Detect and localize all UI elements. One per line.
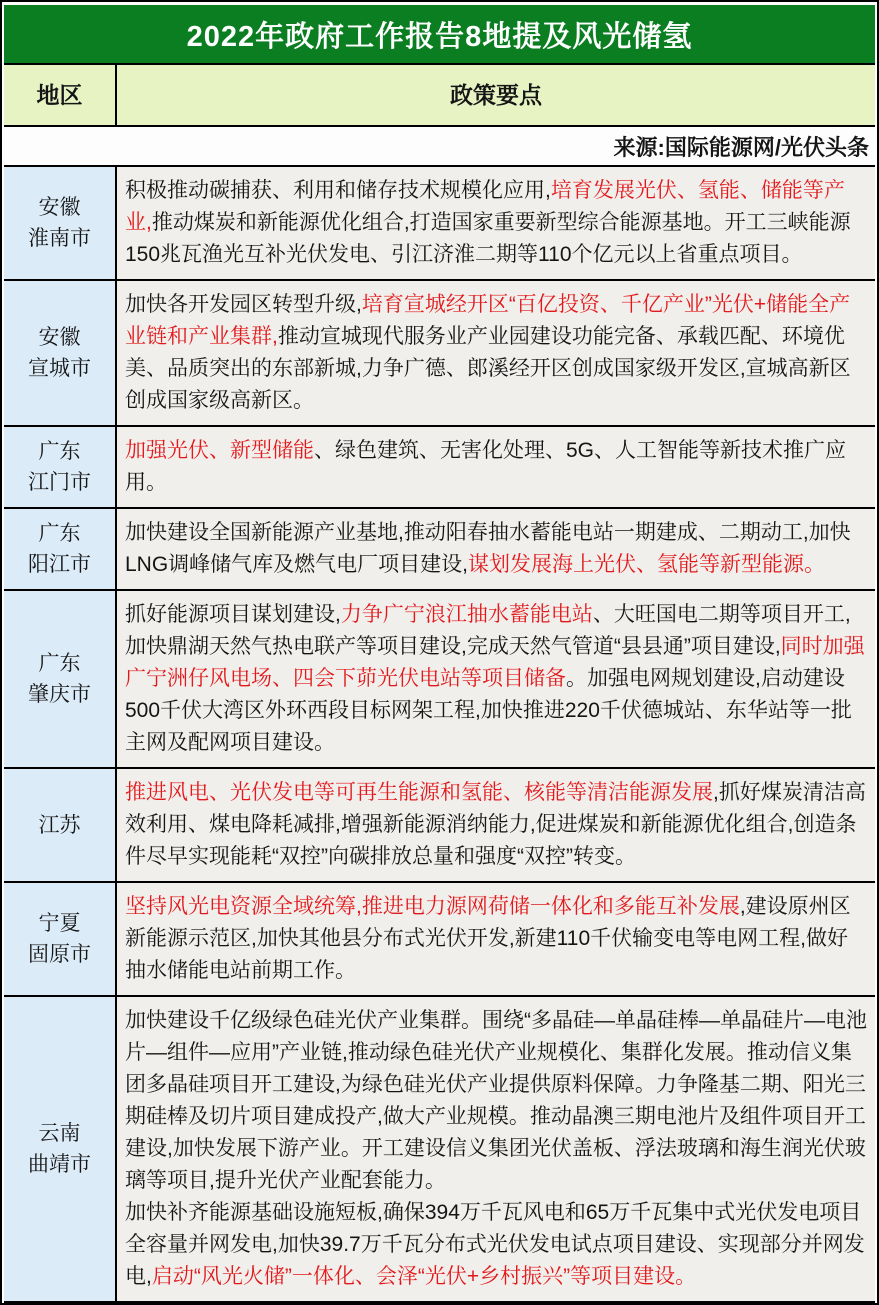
- policy-text: 积极推动碳捕获、利用和储存技术规模化应用,: [125, 179, 551, 202]
- policy-cell: [117, 167, 875, 279]
- policy-text: 加快建设千亿级绿色硅光伏产业集群。围绕“多晶硅—单晶硅棒—单晶硅片—电池片—组件—应用”产业链,推动绿色硅光伏产业规模化、集群化发展。推动信义集团多晶硅项目开工建设,为绿色硅光伏产业提供原料保障。力争隆基二期、阳光三期硅棒及切片项目建成投产,做大产业规模。推动晶澳三期电池片及组件项目开工建设,加快发展下游产业。开工建设信义集团光伏盖板、浮法玻璃和海生润光伏玻璃等项目,提升光伏产业配套能力。: [125, 1009, 867, 1192]
- region-cell: [4, 591, 117, 767]
- policy-paragraph: [125, 1197, 867, 1293]
- table-header-row: [4, 65, 875, 127]
- table-row: [4, 997, 875, 1303]
- report-title: 2022年政府工作报告8地提及风光储氢: [186, 20, 693, 53]
- policy-text: 加快补齐能源基础设施短板,确保394万千瓦风电和65万千瓦集中式光伏发电项目全容量并网发电,加快39.7万千瓦分布式光伏发电试点项目建设、实现部分并网发电,: [125, 1201, 865, 1288]
- region-cell: [4, 509, 117, 589]
- region-name-line: 肇庆市: [28, 683, 91, 706]
- region-cell: [4, 769, 117, 881]
- region-name-line: 宣城市: [28, 357, 91, 380]
- policy-highlight-text: 加强光伏、新型储能: [125, 439, 314, 462]
- policy-cell: [117, 509, 875, 589]
- source-row: [4, 127, 875, 167]
- policy-text: 抓好能源项目谋划建设,: [125, 603, 341, 626]
- policy-text: 加快各开发园区转型升级,: [125, 293, 362, 316]
- column-header-region: 地区: [4, 65, 117, 125]
- region-name-line: 广东: [38, 440, 81, 463]
- region-cell: [4, 281, 117, 425]
- policy-cell: [117, 769, 875, 881]
- policy-highlight-text: 启动“风光火储”一体化、会泽“光伏+乡村振兴”等项目建设。: [151, 1265, 697, 1288]
- table-row: [4, 509, 875, 591]
- policy-cell: [117, 997, 875, 1301]
- policy-text: ,抓好煤炭清洁高效利用、煤电降耗减排,增强新能源消纳能力,促进煤炭和新能源优化组合,创造条件尽早实现能耗“双控”向碳排放总量和强度“双控”转变。: [125, 781, 866, 868]
- region-name-line: 广东: [38, 652, 81, 675]
- policy-highlight-text: 谋划发展海上光伏、氢能等新型能源。: [468, 553, 826, 576]
- policy-paragraph: [125, 435, 867, 499]
- region-cell: [4, 997, 117, 1301]
- policy-highlight-text: 同时加强广宁洲仔风电场、四会下茆光伏电站等项目储备: [125, 635, 865, 690]
- region-name-line: 宁夏: [38, 912, 81, 935]
- table-row: [4, 427, 875, 509]
- source-text: 来源:国际能源网/光伏头条: [613, 134, 869, 160]
- table-row: [4, 883, 875, 997]
- region-name-line: 江门市: [28, 471, 91, 494]
- region-name-line: 广东: [38, 522, 81, 545]
- region-name-line: 云南: [38, 1122, 81, 1145]
- policy-paragraph: [125, 175, 867, 271]
- table-row: [4, 591, 875, 769]
- policy-text: 、绿色建筑、无害化处理、5G、人工智能等新技术推广应用。: [125, 439, 847, 494]
- table-row: [4, 167, 875, 281]
- policy-text: ,建设原州区新能源示范区,加快其他县分布式光伏开发,新建110千伏输变电等电网工程,做好抽水储能电站前期工作。: [125, 895, 851, 982]
- policy-highlight-text: 培育发展光伏、氢能、储能等产业,: [125, 179, 845, 234]
- policy-paragraph: [125, 517, 867, 581]
- policy-paragraph: [125, 891, 867, 987]
- policy-highlight-text: 坚持风光电资源全域统筹,推进电力源网荷储一体化和多能互补发展: [125, 895, 740, 918]
- policy-paragraph: [125, 289, 867, 417]
- policy-paragraph: [125, 777, 867, 873]
- region-cell: [4, 427, 117, 507]
- policy-text: 推动宣城现代服务业产业园建设功能完备、承载匹配、环境优美、品质突出的东部新城,力争广德、郎溪经开区创成国家级开发区,宣城高新区创成国家级高新区。: [125, 325, 851, 412]
- region-name-line: 淮南市: [28, 227, 91, 250]
- policy-paragraph: [125, 1005, 867, 1197]
- region-name-line: 固原市: [28, 943, 91, 966]
- policy-highlight-text: 培育宣城经开区“百亿投资、千亿产业”光伏+储能全产业链和产业集群,: [125, 293, 851, 348]
- region-name-line: 曲靖市: [28, 1153, 91, 1176]
- region-name-line: 江苏: [38, 813, 81, 837]
- table-row: [4, 281, 875, 427]
- policy-highlight-text: 推进风电、光伏发电等可再生能源和氢能、核能等清洁能源发展: [125, 781, 713, 804]
- policy-text: 推动煤炭和新能源优化组合,打造国家重要新型综合能源基地。开工三峡能源150兆瓦渔光互补光伏发电、引江济淮二期等110个亿元以上省重点项目。: [125, 211, 851, 266]
- policy-highlight-text: 力争广宁浪江抽水蓄能电站: [340, 603, 593, 626]
- table-row: [4, 769, 875, 883]
- region-cell: [4, 167, 117, 279]
- policy-text: 加快建设全国新能源产业基地,推动阳春抽水蓄能电站一期建成、二期动工,加快LNG调峰储气库及燃气电厂项目建设,: [125, 521, 851, 576]
- policy-text: 。加强电网规划建设,启动建设500千伏大湾区外环西段目标网架工程,加快推进220千伏德城站、东华站等一批主网及配网项目建设。: [125, 667, 852, 754]
- policy-table: [4, 63, 875, 1303]
- column-header-policy: 政策要点: [117, 65, 875, 125]
- policy-cell: [117, 883, 875, 995]
- report-title-bar: [4, 5, 875, 63]
- region-name-line: 安徽: [38, 326, 81, 349]
- policy-cell: [117, 427, 875, 507]
- policy-paragraph: [125, 599, 867, 759]
- region-name-line: 阳江市: [28, 553, 91, 576]
- policy-text: 、大旺国电二期等项目开工,加快鼎湖天然气热电联产等项目建设,完成天然气管道“县县通”项目建设,: [125, 603, 851, 658]
- region-cell: [4, 883, 117, 995]
- region-name-line: 安徽: [38, 196, 81, 219]
- policy-cell: [117, 281, 875, 425]
- policy-cell: [117, 591, 875, 767]
- table-body: [4, 167, 875, 1303]
